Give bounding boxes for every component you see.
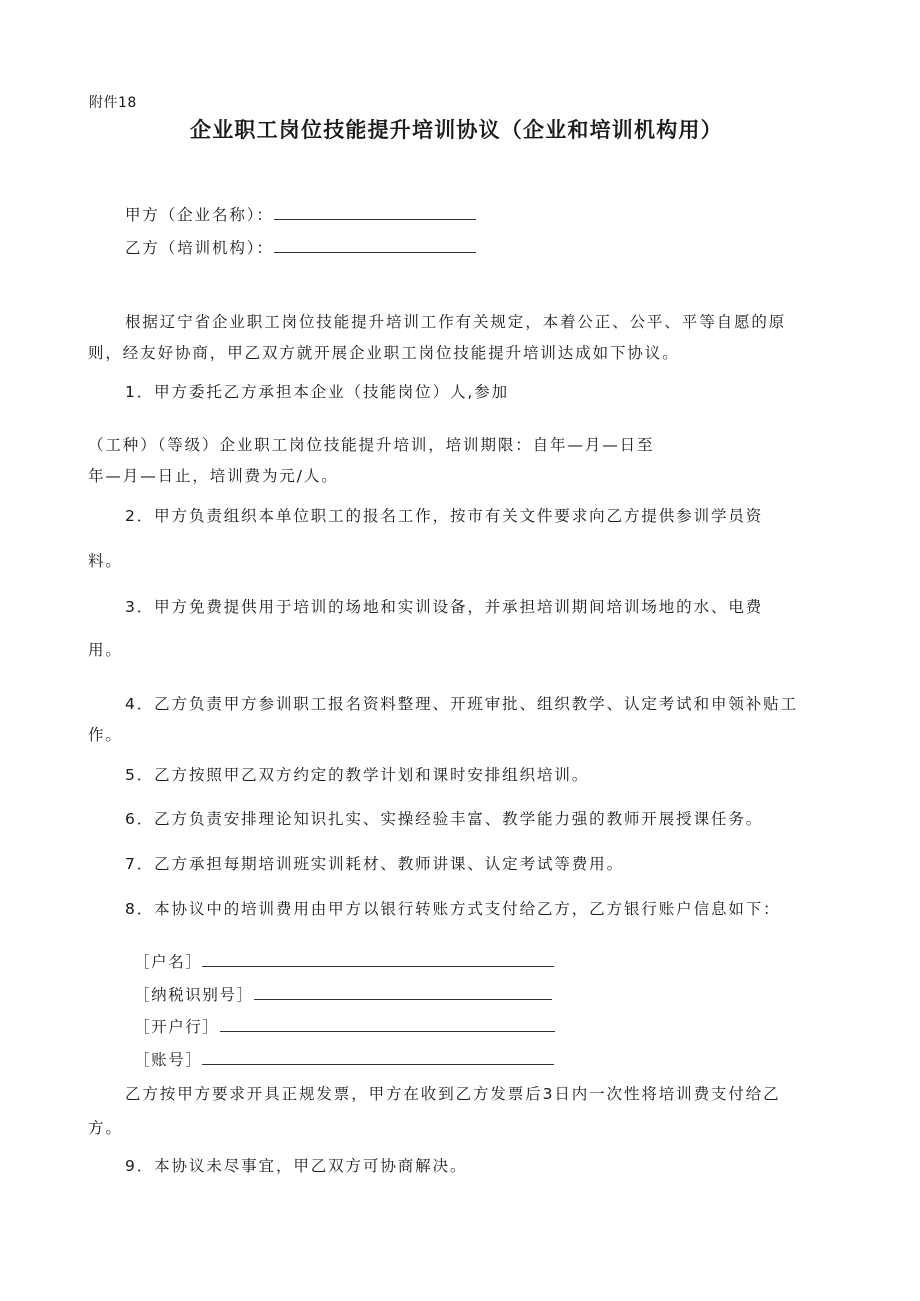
clause-5: 5．乙方按照甲乙双方约定的教学计划和课时安排组织培训。: [125, 766, 590, 784]
bank-name-label: ［开户行］: [134, 1018, 220, 1036]
party-b-label: 乙方（培训机构）：: [125, 239, 274, 257]
clause-4-line-2: 作。: [88, 726, 123, 744]
party-a-label: 甲方（企业名称）：: [125, 206, 274, 224]
clause-7: 7．乙方承担每期培训班实训耗材、教师讲课、认定考试等费用。: [125, 855, 624, 873]
clause-1-line-3: 年—月—日止，培训费为元/人。: [88, 467, 339, 485]
invoice-line-1: 乙方按甲方要求开具正规发票，甲方在收到乙方发票后3日内一次性将培训费支付给乙: [125, 1085, 781, 1103]
bank-name-input-line[interactable]: [220, 1017, 555, 1032]
clause-3-line-2: 用。: [88, 641, 123, 659]
clause-4-line-1: 4．乙方负责甲方参训职工报名资料整理、开班审批、组织教学、认定考试和申领补贴工: [125, 695, 798, 713]
invoice-line-2: 方。: [88, 1119, 123, 1137]
clause-8: 8．本协议中的培训费用由甲方以银行转账方式支付给乙方，乙方银行账户信息如下：: [125, 900, 781, 918]
clause-3-line-1: 3．甲方免费提供用于培训的场地和实训设备，并承担培训期间培训场地的水、电费: [125, 598, 764, 616]
party-b-input-line[interactable]: [274, 238, 476, 253]
clause-9: 9．本协议未尽事宜，甲乙双方可协商解决。: [125, 1157, 468, 1175]
attachment-label: 附件18: [89, 95, 137, 111]
account-number-label: ［账号］: [134, 1051, 203, 1069]
tax-id-input-line[interactable]: [254, 985, 552, 1000]
party-b-row: [125, 237, 476, 259]
bank-account-name-label: ［户名］: [134, 953, 203, 971]
clause-2-line-2: 料。: [88, 552, 123, 570]
document-title: 企业职工岗位技能提升培训协议（企业和培训机构用）: [190, 118, 723, 142]
intro-line-2: 则，经友好协商，甲乙双方就开展企业职工岗位技能提升培训达成如下协议。: [88, 344, 680, 362]
clause-1-line-2: （工种）（等级）企业职工岗位技能提升培训，培训期限：自年—月—日至: [88, 436, 655, 454]
account-number-input-line[interactable]: [202, 1050, 554, 1065]
tax-id-label: ［纳税识别号］: [134, 986, 254, 1004]
party-a-input-line[interactable]: [274, 205, 476, 220]
clause-1-line-1: 1．甲方委托乙方承担本企业（技能岗位）人,参加: [125, 383, 509, 401]
clause-6: 6．乙方负责安排理论知识扎实、实操经验丰富、教学能力强的教师开展授课任务。: [125, 810, 764, 828]
tax-id-row: [134, 984, 552, 1006]
party-a-row: [125, 204, 476, 226]
bank-account-name-input-line[interactable]: [202, 952, 554, 967]
clause-2-line-1: 2．甲方负责组织本单位职工的报名工作，按市有关文件要求向乙方提供参训学员资: [125, 507, 764, 525]
bank-account-name-row: [134, 951, 554, 973]
bank-name-row: [134, 1016, 555, 1038]
account-number-row: [134, 1049, 554, 1071]
intro-line-1: 根据辽宁省企业职工岗位技能提升培训工作有关规定，本着公正、公平、平等自愿的原: [125, 313, 787, 331]
